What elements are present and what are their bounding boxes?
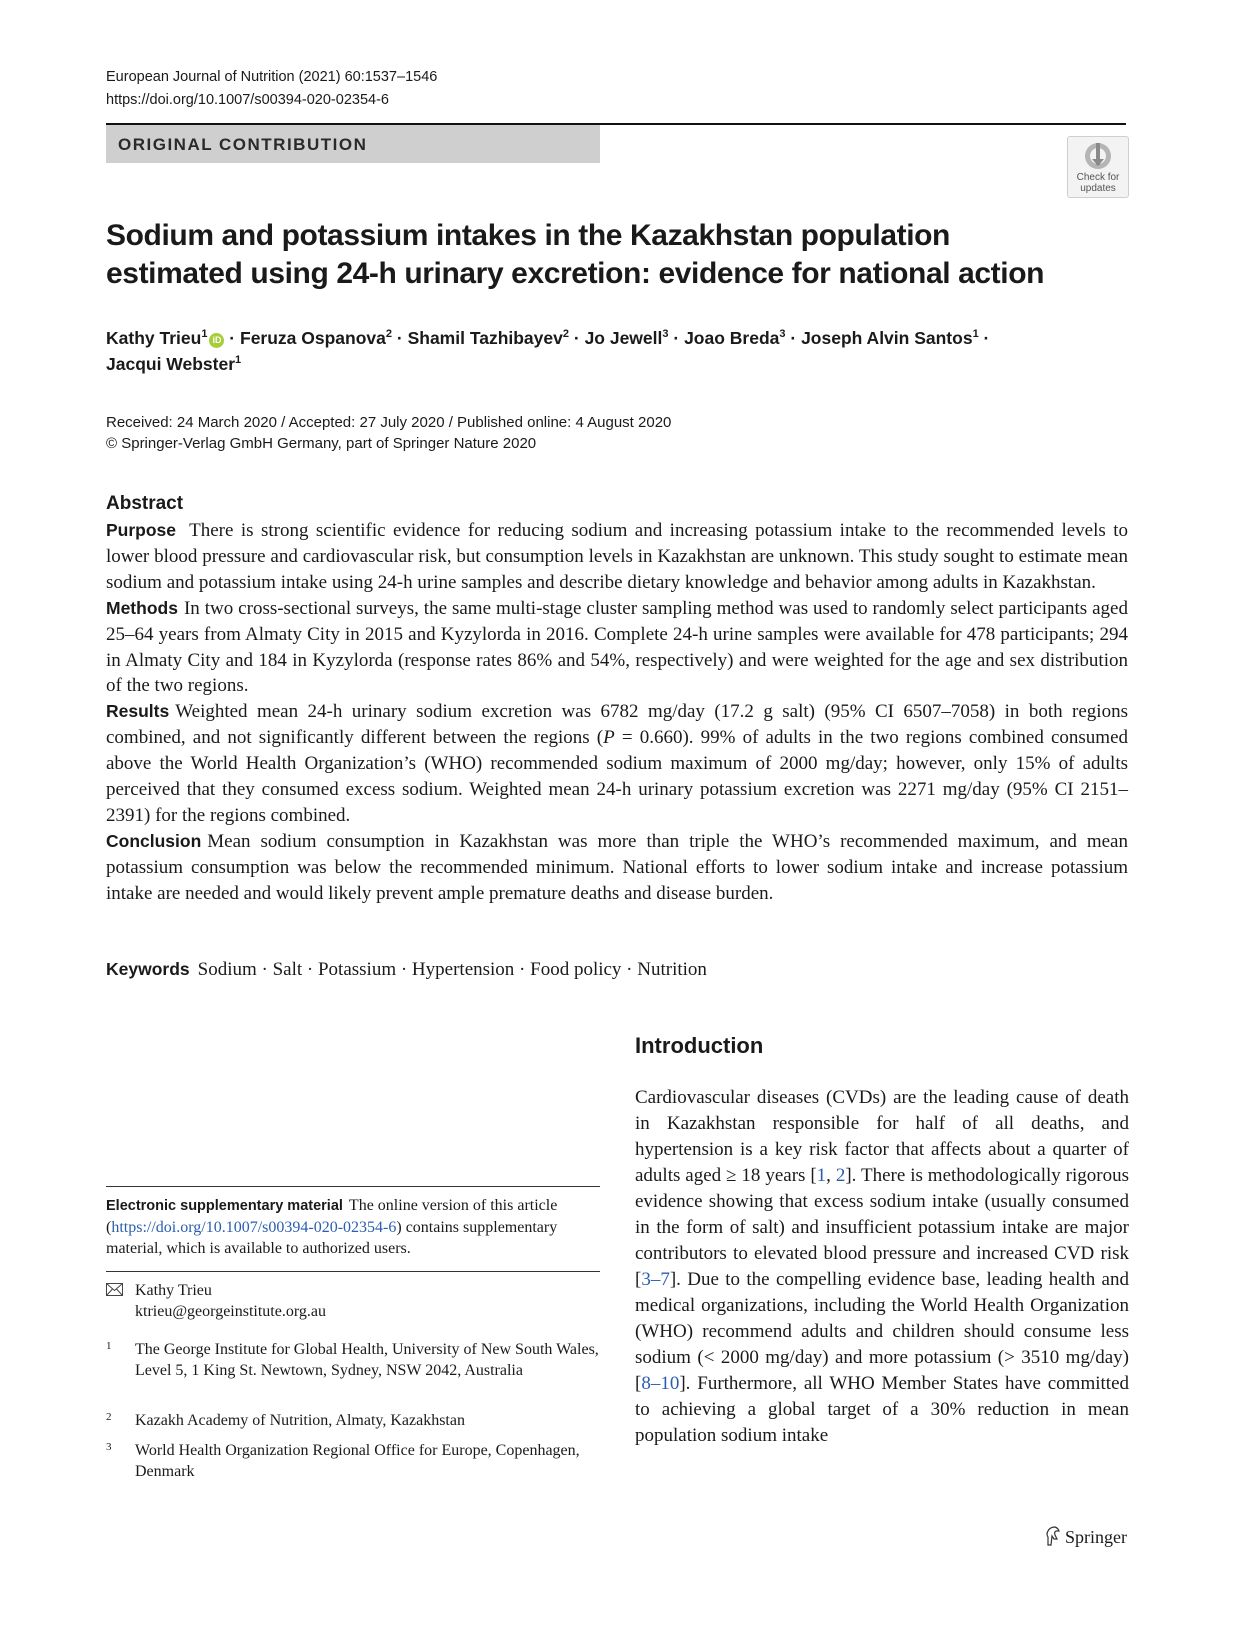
affiliation-number: 2 bbox=[106, 1411, 112, 1423]
intro-text: ]. Furthermore, all WHO Member States have committed to achieving a global target of a 30% reduction in mean population sodium intake bbox=[635, 1373, 1129, 1446]
author-name[interactable]: Jacqui Webster bbox=[106, 354, 236, 374]
check-updates-icon bbox=[1083, 141, 1113, 171]
author-affiliation: 3 bbox=[779, 328, 786, 340]
author-affiliation: 1 bbox=[201, 328, 208, 340]
abstract-heading: Abstract bbox=[106, 493, 184, 514]
envelope-icon bbox=[106, 1283, 123, 1296]
check-for-updates-badge[interactable] bbox=[1067, 136, 1129, 198]
author-name[interactable]: Jo Jewell bbox=[584, 328, 663, 348]
introduction-heading: Introduction bbox=[635, 1033, 764, 1058]
article-title bbox=[106, 217, 1126, 293]
orcid-icon[interactable]: iD bbox=[209, 333, 224, 348]
corresponding-email[interactable]: ktrieu@georgeinstitute.org.au bbox=[135, 1303, 326, 1320]
esm-text: ) contains supplementary material, which is available to authorized users. bbox=[106, 1219, 558, 1257]
author-list: Kathy Trieu$^1$ iD · Feruza Ospanova$^2$ · Shamil Tazhibayev$^2$ · Jo Jewell$^3$ · Joao Breda$^3$ · Joseph Alvin Santos$^1$ · Jacqui Webster$^1$ bbox=[106, 328, 990, 374]
affiliation-number: 3 bbox=[106, 1441, 112, 1453]
keywords-label: Keywords bbox=[106, 959, 190, 979]
abstract-purpose bbox=[106, 518, 1128, 596]
methods-label: Methods bbox=[106, 597, 178, 618]
keywords-text: Sodium · Salt · Potassium · Hypertension · Food policy · Nutrition bbox=[197, 959, 707, 980]
introduction-body bbox=[635, 1085, 1129, 1449]
affiliation bbox=[106, 1440, 600, 1482]
intro-text: , bbox=[826, 1165, 836, 1186]
affiliation-text: World Health Organization Regional Office for Europe, Copenhagen, Denmark bbox=[135, 1442, 580, 1480]
conclusion-label: Conclusion bbox=[106, 830, 202, 851]
intro-text: ]. There is methodologically rigorous evidence showing that excess sodium intake (usually consumed in the form of salt) and insufficient potassium intake are major contributors to elevated blood pressure and increased CVD risk [ bbox=[635, 1165, 1130, 1290]
results-label: Results bbox=[106, 701, 170, 722]
citation-link[interactable]: 3–7 bbox=[641, 1269, 670, 1290]
journal-header bbox=[106, 66, 437, 112]
affiliation-text: Kazakh Academy of Nutrition, Almaty, Kazakhstan bbox=[135, 1412, 465, 1429]
copyright-line: © Springer-Verlag GmbH Germany, part of Springer Nature 2020 bbox=[106, 435, 537, 452]
purpose-label: Purpose bbox=[106, 520, 177, 540]
corresponding-name: Kathy Trieu bbox=[135, 1282, 212, 1299]
keywords bbox=[106, 956, 707, 983]
citation-link[interactable]: 2 bbox=[835, 1165, 846, 1186]
results-text-a: Weighted mean 24-h urinary sodium excretion was 6782 mg/day (17.2 g salt) (95% CI 6507–7058) in both regions combined, and not significantly different between the regions ( bbox=[106, 701, 1128, 749]
purpose-text: There is strong scientific evidence for reducing sodium and increasing potassium intake to the recommended levels to lower blood pressure and cardiovascular risk, but consumption levels in Kazakhstan are unknown. This study sought to estimate mean sodium and potassium intake using 24-h urine samples and describe dietary knowledge and behavior among adults in Kazakhstan. bbox=[106, 520, 1128, 593]
author-affiliation: 3 bbox=[662, 328, 669, 340]
affiliation bbox=[106, 1339, 600, 1381]
affiliation-number: 1 bbox=[106, 1340, 112, 1352]
citation-link[interactable]: 1 bbox=[816, 1165, 827, 1186]
abstract-results bbox=[106, 699, 1128, 829]
title-line-1: Sodium and potassium intakes in the Kazakhstan population bbox=[106, 219, 950, 252]
category-banner bbox=[106, 125, 600, 163]
author-affiliation: 2 bbox=[385, 328, 393, 340]
category-label: ORIGINAL CONTRIBUTION bbox=[118, 135, 368, 154]
author-name[interactable]: Kathy Trieu bbox=[106, 328, 202, 348]
results-p-symbol: P bbox=[603, 727, 615, 749]
title-line-2: estimated using 24-h urinary excretion: evidence for national action bbox=[106, 257, 1045, 290]
affiliation bbox=[106, 1410, 600, 1431]
publication-dates bbox=[106, 412, 671, 454]
author-affiliation: 2 bbox=[562, 328, 569, 340]
footnote-rule bbox=[106, 1271, 600, 1272]
publisher-name: Springer bbox=[1065, 1527, 1127, 1547]
footnote-rule bbox=[106, 1186, 600, 1187]
history-dates: Received: 24 March 2020 / Accepted: 27 July 2020 / Published online: 4 August 2020 bbox=[106, 414, 672, 431]
journal-citation: European Journal of Nutrition (2021) 60:1537–1546 bbox=[106, 69, 438, 85]
author-affiliation: 1 bbox=[972, 328, 979, 340]
esm-label: Electronic supplementary material bbox=[106, 1198, 343, 1214]
author-name[interactable]: Joao Breda bbox=[684, 328, 780, 348]
article-doi[interactable]: https://doi.org/10.1007/s00394-020-02354-6 bbox=[106, 92, 389, 108]
abstract-methods bbox=[106, 596, 1128, 700]
intro-text: ]. Due to the compelling evidence base, leading health and medical organizations, including the World Health Organization (WHO) recommend adults and children should consume less sodium (< 2000 mg/day) and more potassium (> 3510 mg/day) [ bbox=[635, 1269, 1129, 1394]
supplementary-material-note bbox=[106, 1195, 600, 1259]
abstract-conclusion bbox=[106, 829, 1128, 907]
esm-link[interactable]: https://doi.org/10.1007/s00394-020-02354-6 bbox=[111, 1219, 397, 1236]
abstract-body bbox=[106, 518, 1128, 907]
results-text-b: = 0.660). 99% of adults in the two regions combined consumed above the World Health Organization’s (WHO) recommended sodium maximum of 2000 mg/day; however, only 15% of adults perceived that they consumed excess sodium. Weighted mean 24-h urinary potassium excretion was 2271 mg/day (95% CI 2151–2391) for the regions combined. bbox=[106, 727, 1129, 826]
citation-link[interactable]: 8–10 bbox=[641, 1373, 680, 1394]
publisher-logo bbox=[1043, 1526, 1127, 1548]
author-name[interactable]: Shamil Tazhibayev bbox=[407, 328, 563, 348]
affiliation-text: The George Institute for Global Health, University of New South Wales, Level 5, 1 King St. Newtown, Sydney, NSW 2042, Australia bbox=[135, 1341, 599, 1379]
springer-horse-icon bbox=[1043, 1526, 1061, 1546]
methods-text: In two cross-sectional surveys, the same multi-stage cluster sampling method was used to randomly select participants aged 25–64 years from Almaty City in 2015 and Kyzylorda in 2016. Complete 24-h urine samples were available for 478 participants; 294 in Almaty City and 184 in Kyzylorda (response rates 86% and 54%, respectively) and were weighted for the age and sex distribution of the two regions. bbox=[106, 597, 1128, 697]
conclusion-text: Mean sodium consumption in Kazakhstan was more than triple the WHO’s recommended maximum, and mean potassium consumption was below the recommended minimum. National efforts to lower sodium intake and increase potassium intake are needed and would likely prevent ample premature deaths and disease burden. bbox=[106, 830, 1128, 904]
corresponding-author bbox=[106, 1280, 600, 1322]
author-name[interactable]: Feruza Ospanova bbox=[240, 328, 386, 348]
intro-text: Cardiovascular diseases (CVDs) are the leading cause of death in Kazakhstan responsible for half of all deaths, and hypertension is a key risk factor that affects about a quarter of adults aged ≥ 18 years [ bbox=[635, 1087, 1129, 1186]
author-affiliation: 1 bbox=[235, 354, 242, 366]
check-updates-label: Check for updates bbox=[1076, 172, 1120, 194]
esm-text: The online version of this article ( bbox=[106, 1197, 558, 1236]
author-name[interactable]: Joseph Alvin Santos bbox=[801, 328, 973, 348]
